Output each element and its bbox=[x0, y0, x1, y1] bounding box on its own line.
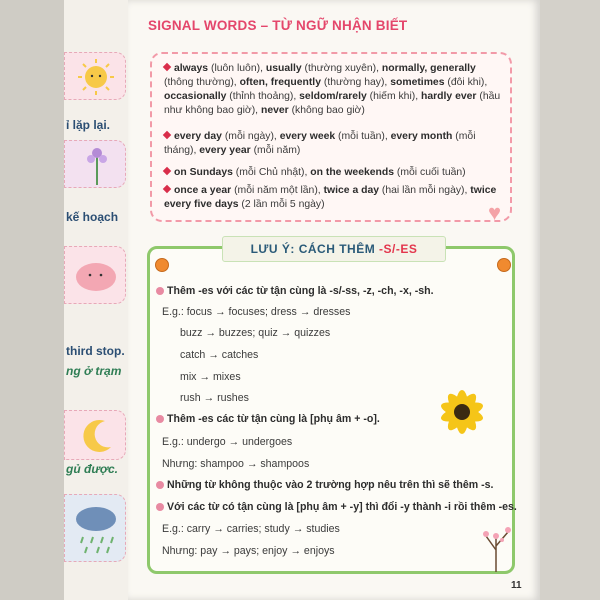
signal-keyword: never bbox=[260, 105, 289, 116]
signal-paragraph-every bbox=[164, 130, 504, 158]
sun-card bbox=[64, 52, 126, 100]
signal-gloss: (2 lần mỗi 5 ngày) bbox=[238, 199, 325, 210]
signal-gloss: (mỗi tháng), bbox=[164, 131, 476, 156]
flower-card bbox=[64, 140, 126, 188]
signal-paragraph-times bbox=[164, 184, 504, 212]
rule-2: Thêm -es các từ tận cùng là [phụ âm + -o]. bbox=[156, 413, 506, 425]
moon-card bbox=[64, 410, 126, 460]
cloud-card bbox=[64, 246, 126, 304]
left-fragment-3: third stop. bbox=[66, 344, 125, 358]
blossom-twig-icon bbox=[476, 518, 516, 574]
signal-gloss: (thông thường), bbox=[164, 77, 240, 88]
signal-gloss: (mỗi tuần), bbox=[335, 131, 391, 142]
page-number: 11 bbox=[511, 580, 522, 591]
signal-words-title: SIGNAL WORDS – TỪ NGỮ NHẬN BIẾT bbox=[148, 18, 408, 33]
signal-gloss: (mỗi Chủ nhật), bbox=[232, 167, 311, 178]
lavender-icon bbox=[73, 143, 123, 187]
rain-cloud-icon bbox=[71, 499, 121, 559]
signal-gloss: (mỗi năm) bbox=[250, 145, 301, 156]
rule-1-item: mix → mixes bbox=[180, 371, 241, 383]
rule-1-item: buzz → buzzes; quiz → quizzes bbox=[180, 327, 331, 339]
signal-paragraph-on bbox=[164, 166, 504, 180]
signal-keyword: every week bbox=[279, 131, 336, 142]
signal-keyword: once a year bbox=[174, 185, 232, 196]
signal-gloss: (luôn luôn), bbox=[208, 63, 266, 74]
signal-keyword: twice every five days bbox=[164, 185, 497, 210]
signal-keyword: normally, generally bbox=[381, 63, 476, 74]
signal-gloss: (mỗi ngày), bbox=[221, 131, 280, 142]
heart-icon: ♥ bbox=[488, 200, 502, 225]
left-page bbox=[64, 0, 128, 600]
signal-keyword: on the weekends bbox=[310, 167, 395, 178]
moon-icon bbox=[71, 413, 121, 459]
rule-1-example: E.g.: focus → focuses; dress → dresses bbox=[162, 306, 351, 318]
circle-bullet-icon bbox=[156, 415, 164, 423]
signal-gloss: (thường hay), bbox=[320, 77, 391, 88]
note-heading: LƯU Ý: CÁCH THÊM -S/-ES bbox=[222, 236, 446, 262]
signal-gloss: (hầu như không bao giờ), bbox=[164, 91, 501, 116]
left-fragment-1: ỉ lặp lại. bbox=[66, 118, 111, 132]
signal-keyword: every month bbox=[390, 131, 453, 142]
rule-4-exception: Nhưng: pay → pays; enjoy → enjoys bbox=[162, 545, 335, 557]
diamond-bullet-icon bbox=[163, 63, 171, 71]
yellow-flower-icon bbox=[424, 374, 500, 450]
signal-keyword: every year bbox=[199, 145, 251, 156]
diamond-bullet-icon bbox=[163, 167, 171, 175]
left-fragment-4: ng ở trạm bbox=[66, 364, 122, 378]
book-edge-left bbox=[0, 0, 64, 600]
signal-gloss: (thỉnh thoảng), bbox=[226, 91, 300, 102]
rule-4-example: E.g.: carry → carries; study → studies bbox=[162, 523, 340, 535]
signal-keyword: usually bbox=[265, 63, 302, 74]
pink-cloud-icon bbox=[71, 251, 121, 301]
signal-keyword: on Sundays bbox=[174, 167, 233, 178]
pushpin-icon bbox=[155, 258, 169, 272]
circle-bullet-icon bbox=[156, 481, 164, 489]
pushpin-icon bbox=[497, 258, 511, 272]
signal-keyword: occasionally bbox=[164, 91, 227, 102]
signal-keyword: sometimes bbox=[390, 77, 445, 88]
rain-card bbox=[64, 494, 126, 562]
signal-words-box bbox=[150, 52, 512, 222]
signal-keyword: twice a day bbox=[323, 185, 380, 196]
signal-gloss: (mỗi năm một lần), bbox=[231, 185, 324, 196]
rule-1-item: rush → rushes bbox=[180, 392, 249, 404]
signal-gloss: (đôi khi), bbox=[444, 77, 488, 88]
signal-keyword: often, frequently bbox=[239, 77, 321, 88]
circle-bullet-icon bbox=[156, 287, 164, 295]
signal-gloss: (thường xuyên), bbox=[301, 63, 382, 74]
sun-icon bbox=[71, 57, 121, 97]
signal-gloss: (hai lần mỗi ngày), bbox=[379, 185, 471, 196]
signal-paragraph-frequency bbox=[164, 62, 504, 118]
rule-1-item: catch → catches bbox=[180, 349, 259, 361]
diamond-bullet-icon bbox=[163, 185, 171, 193]
diamond-bullet-icon bbox=[163, 131, 171, 139]
rule-4: Với các từ có tận cùng là [phụ âm + -y] thì đổi -y thành -i rồi thêm -es. bbox=[156, 501, 506, 513]
signal-gloss: (hiếm khi), bbox=[366, 91, 422, 102]
signal-keyword: always bbox=[174, 63, 209, 74]
rule-3: Những từ không thuộc vào 2 trường hợp nêu trên thì sẽ thêm -s. bbox=[156, 479, 506, 491]
signal-keyword: seldom/rarely bbox=[299, 91, 367, 102]
circle-bullet-icon bbox=[156, 503, 164, 511]
signal-keyword: hardly ever bbox=[421, 91, 477, 102]
rule-2-exception: Nhưng: shampoo → shampoos bbox=[162, 458, 310, 470]
signal-gloss: (mỗi cuối tuần) bbox=[394, 167, 466, 178]
signal-gloss: (không bao giờ) bbox=[288, 105, 365, 116]
signal-keyword: every day bbox=[174, 131, 222, 142]
book-edge-right bbox=[540, 0, 600, 600]
rule-1: Thêm -es với các từ tận cùng là -s/-ss, -z, -ch, -x, -sh. bbox=[156, 285, 506, 297]
rule-2-example: E.g.: undergo → undergoes bbox=[162, 436, 293, 448]
left-fragment-2: kế hoạch bbox=[66, 210, 119, 224]
left-fragment-5: gủ được. bbox=[66, 462, 118, 476]
